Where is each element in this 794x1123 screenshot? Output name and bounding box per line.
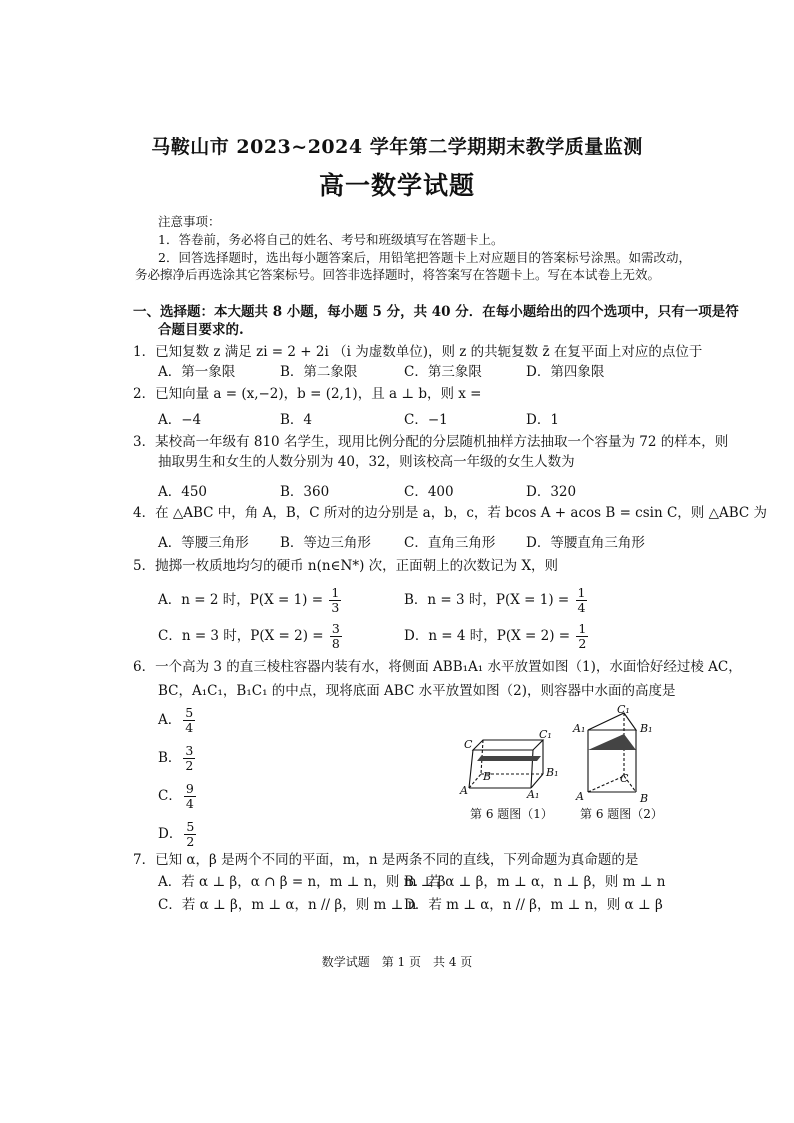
fig1-label-b: B bbox=[483, 770, 492, 783]
q7-stem: 7．已知 α，β 是两个不同的平面，m，n 是两条不同的直线，下列命题为真命题的是 bbox=[133, 852, 639, 868]
q5-option-d-fraction bbox=[576, 622, 588, 651]
q1-stem: 1．已知复数 z 满足 zi = 2 + 2i （i 为虚数单位)，则 z 的共轭复数 z̄ 在复平面上对应的点位于 bbox=[133, 344, 703, 360]
fraction-numerator: 3 bbox=[185, 743, 194, 758]
q3-option-a: A．450 bbox=[158, 484, 208, 500]
q1-option-a: A．第一象限 bbox=[158, 364, 236, 380]
notes-heading: 注意事项： bbox=[158, 214, 221, 229]
section-heading-line2: 合题目要求的. bbox=[158, 322, 244, 338]
fraction-numerator: 3 bbox=[331, 621, 340, 636]
fraction-denominator: 3 bbox=[331, 600, 340, 615]
q5-option-a-text: A．n = 2 时，P(X = 1) = bbox=[158, 592, 324, 608]
fraction-denominator: 2 bbox=[186, 834, 195, 849]
q7-option-c: C．若 α ⊥ β，m ⊥ α，n // β，则 m ⊥ n bbox=[158, 897, 417, 913]
fraction-denominator: 2 bbox=[185, 758, 194, 773]
q5-option-c bbox=[158, 622, 344, 651]
q5-option-b-fraction bbox=[576, 586, 588, 615]
q1-option-d: D．第四象限 bbox=[526, 364, 605, 380]
exam-subtitle: 高一数学试题 bbox=[318, 171, 475, 200]
q5-option-c-text: C．n = 3 时，P(X = 2) = bbox=[158, 628, 324, 644]
q6-option-b bbox=[158, 744, 197, 773]
q7-option-d: D．若 m ⊥ α，n // β，m ⊥ n，则 α ⊥ β bbox=[404, 897, 663, 913]
q4-stem: 4．在 △ABC 中，角 A，B，C 所对的边分别是 a，b，c，若 bcos A + acos B = csin C，则 △ABC 为 bbox=[133, 505, 768, 521]
q5-stem: 5．抛掷一枚质地均匀的硬币 n(n∈N*) 次，正面朝上的次数记为 X，则 bbox=[133, 558, 559, 574]
q2-option-b: B．4 bbox=[280, 412, 313, 428]
q6-stem-line1: 6．一个高为 3 的直三棱柱容器内装有水，将侧面 ABB₁A₁ 水平放置如图（1)，水面恰好经过棱 AC， bbox=[133, 659, 742, 675]
q3-option-c: C．400 bbox=[404, 484, 454, 500]
q6-option-d bbox=[158, 820, 198, 849]
fraction-denominator: 8 bbox=[331, 636, 340, 651]
fraction-numerator: 1 bbox=[577, 585, 586, 600]
notes-item-2b: 务必擦净后再选涂其它答案标号。回答非选择题时，将答案写在答题卡上。写在本试卷上无效。 bbox=[135, 267, 661, 282]
q6-figure-1-caption: 第 6 题图（1） bbox=[470, 807, 553, 821]
q2-option-a: A．−4 bbox=[158, 412, 202, 428]
q6-figure-2-caption: 第 6 题图（2） bbox=[580, 807, 663, 821]
q3-option-d: D．320 bbox=[526, 484, 577, 500]
fig2-label-c: C bbox=[620, 772, 629, 785]
fig1-label-c: C bbox=[464, 738, 473, 751]
q6-option-a-fraction bbox=[183, 706, 195, 735]
q5-option-b bbox=[404, 586, 589, 615]
q6-option-a bbox=[158, 706, 197, 735]
section-heading-line1: 一、选择题：本大题共 8 小题，每小题 5 分，共 40 分．在每小题给出的四个选项中，只有一项是符 bbox=[133, 304, 739, 320]
q4-option-c: C．直角三角形 bbox=[404, 535, 496, 551]
exam-title: 马鞍山市 2023~2024 学年第二学期期末教学质量监测 bbox=[151, 136, 643, 158]
fig2-label-b1: B₁ bbox=[640, 722, 653, 735]
q6-option-c-fraction bbox=[184, 782, 196, 811]
fig1-label-a1: A₁ bbox=[527, 788, 540, 800]
q5-option-d-text: D．n = 4 时，P(X = 2) = bbox=[404, 628, 571, 644]
q6-figure-2 bbox=[570, 704, 660, 804]
q2-option-c: C．−1 bbox=[404, 412, 448, 428]
notes-item-1: 1．答卷前，务必将自己的姓名、考号和班级填写在答题卡上。 bbox=[158, 232, 504, 247]
q7-option-a: A．若 α ⊥ β，α ∩ β = n，m ⊥ n，则 m ⊥ β bbox=[158, 874, 446, 890]
q6-stem-line2: BC，A₁C₁，B₁C₁ 的中点，现将底面 ABC 水平放置如图（2)，则容器中水面的高度是 bbox=[158, 683, 676, 699]
fraction-denominator: 4 bbox=[185, 796, 194, 811]
fig1-label-a: A bbox=[460, 784, 468, 797]
q5-option-a-fraction bbox=[329, 586, 341, 615]
q6-option-d-fraction bbox=[184, 820, 196, 849]
q6-option-c bbox=[158, 782, 198, 811]
q5-option-b-text: B．n = 3 时，P(X = 1) = bbox=[404, 592, 570, 608]
fig1-label-c1: C₁ bbox=[539, 728, 552, 741]
q1-option-c: C．第三象限 bbox=[404, 364, 482, 380]
q6-option-a-label: A． bbox=[158, 712, 182, 728]
q2-option-d: D．1 bbox=[526, 412, 559, 428]
water-surface bbox=[588, 734, 636, 750]
fraction-denominator: 2 bbox=[578, 636, 587, 651]
fig2-label-a1: A₁ bbox=[573, 722, 586, 735]
q3-stem-line1: 3．某校高一年级有 810 名学生，现用比例分配的分层随机抽样方法抽取一个容量为 72 的样本，则 bbox=[133, 434, 729, 450]
fig2-label-c1: C₁ bbox=[617, 704, 630, 716]
q5-option-a bbox=[158, 586, 343, 615]
q3-option-b: B．360 bbox=[280, 484, 330, 500]
q4-option-a: A．等腰三角形 bbox=[158, 535, 249, 551]
page-footer: 数学试题 第 1 页 共 4 页 bbox=[321, 955, 473, 969]
q2-stem: 2．已知向量 a = (x,−2)，b = (2,1)，且 a ⊥ b，则 x = bbox=[133, 386, 482, 402]
fraction-numerator: 1 bbox=[578, 621, 587, 636]
notes-item-2a: 2．回答选择题时，选出每小题答案后，用铅笔把答题卡上对应题目的答案标号涂黑。如需改动， bbox=[158, 250, 691, 265]
q5-option-c-fraction bbox=[330, 622, 342, 651]
fig2-label-b: B bbox=[640, 792, 649, 804]
fraction-numerator: 5 bbox=[186, 819, 195, 834]
fig2-label-a: A bbox=[576, 790, 584, 803]
water-surface bbox=[477, 756, 541, 761]
q3-stem-line2: 抽取男生和女生的人数分别为 40，32，则该校高一年级的女生人数为 bbox=[158, 454, 575, 470]
q1-option-b: B．第二象限 bbox=[280, 364, 358, 380]
fraction-numerator: 9 bbox=[185, 781, 194, 796]
fig1-label-b1: B₁ bbox=[546, 766, 559, 779]
fraction-numerator: 1 bbox=[331, 585, 340, 600]
fraction-numerator: 5 bbox=[185, 705, 194, 720]
fraction-denominator: 4 bbox=[577, 600, 586, 615]
q4-option-b: B．等边三角形 bbox=[280, 535, 371, 551]
q6-option-b-fraction bbox=[183, 744, 195, 773]
q5-option-d bbox=[404, 622, 590, 651]
q6-option-d-label: D． bbox=[158, 826, 183, 842]
q6-option-c-label: C． bbox=[158, 788, 182, 804]
fraction-denominator: 4 bbox=[185, 720, 194, 735]
q7-option-b: B．若 α ⊥ β，m ⊥ α，n ⊥ β，则 m ⊥ n bbox=[404, 874, 666, 890]
q4-option-d: D．等腰直角三角形 bbox=[526, 535, 645, 551]
q6-figure-1 bbox=[455, 728, 570, 800]
q6-option-b-label: B． bbox=[158, 750, 182, 766]
